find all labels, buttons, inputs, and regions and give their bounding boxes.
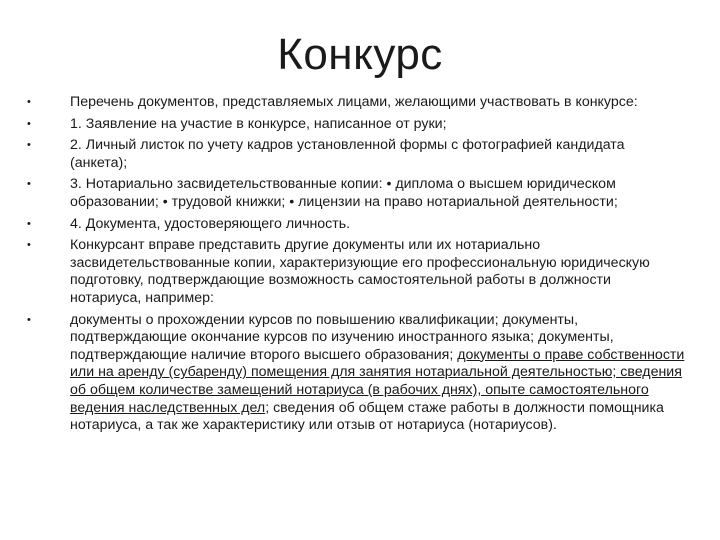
underlined-text: документы о праве собственности или на аренду (субаренду) помещения для занятия нотариальной деятельностью; сведения об общем количестве замещений нотариуса (в рабочих днях), опыте самостоятельного ведения наследственных дел bbox=[70, 346, 685, 416]
bullet-icon: • bbox=[27, 139, 31, 152]
bullet-icon: • bbox=[27, 178, 31, 191]
slide-title: Конкурс bbox=[277, 30, 443, 79]
item-text: Перечень документов, представляемых лицами, желающими участвовать в конкурсе: bbox=[70, 94, 638, 110]
item-text: 4. Документа, удостоверяющего личность. bbox=[70, 215, 351, 232]
item-text: 1. Заявление на участие в конкурсе, написанное от руки; bbox=[70, 115, 447, 132]
bullet-icon: • bbox=[27, 117, 31, 130]
list-item bbox=[20, 94, 685, 112]
list-item bbox=[20, 176, 685, 211]
list-item bbox=[20, 137, 685, 172]
bullet-icon: • bbox=[27, 313, 31, 326]
bullet-list bbox=[20, 94, 685, 439]
item-text-part: ; сведения об общем стаже работы в должности помощника нотариуса, а так же характеристику или отзыв от нотариуса (нотариусов). bbox=[70, 399, 664, 434]
list-item bbox=[20, 116, 685, 134]
bullet-icon: • bbox=[27, 239, 31, 252]
list-item bbox=[20, 312, 685, 435]
item-text: 3. Нотариально засвидетельствованные копии: • диплома о высшем юридическом образовании; • трудовой книжки; • лицензии на право нотариальной деятельности; bbox=[70, 176, 618, 210]
item-text: 2. Личный листок по учету кадров установленной формы с фотографией кандидата (анкета); bbox=[70, 137, 625, 171]
list-item bbox=[20, 216, 685, 234]
item-text: Конкурсант вправе представить другие документы или их нотариально засвидетельствованные копии, характеризующие его профессиональную юридическую подготовку, подтверждающие возможность самостоятельной работы в должности нотариуса, например: bbox=[70, 237, 650, 306]
item-text-part: документы о прохождении курсов по повышению квалификации; документы, подтверждающие окончание курсов по изучению иностранного языка; документы, подтверждающие наличие второго высшего образования; bbox=[70, 311, 614, 363]
list-item bbox=[20, 237, 685, 307]
bullet-icon: • bbox=[27, 96, 31, 108]
bullet-icon: • bbox=[27, 217, 31, 230]
